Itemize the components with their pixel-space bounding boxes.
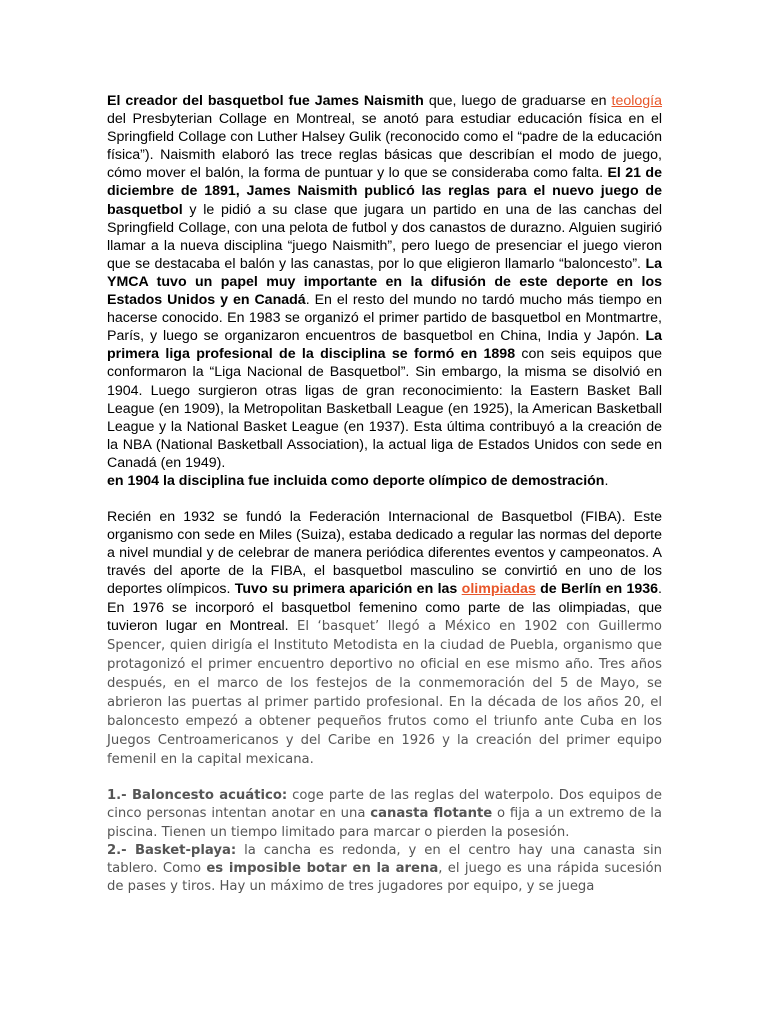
bold-text: La YMCA tuvo un papel muy importante en la difusión de este deporte en los Estados Unidos y en Canadá bbox=[107, 255, 662, 309]
list-item-title: 1.- Baloncesto acuático: bbox=[107, 788, 288, 804]
bold-text: de Berlín en 1936 bbox=[535, 581, 659, 598]
text: . En el resto del mundo no tardó mucho más tiempo en hacerse conocido. En 1983 se organizó el primer partido de basquetbol en Montmartre, París, y luego se organizaron encuentros de basquetbol en China, India y Japón. bbox=[107, 292, 663, 345]
text: . En 1976 se incorporó el basquetbol femenino como parte de las olimpiadas, que tuvieron lugar en Montreal. bbox=[107, 581, 662, 634]
bold-text: canasta flotante bbox=[370, 806, 493, 822]
text: , el juego es una rápida sucesión de pases y tiros. Hay un máximo de tres jugadores por equipo, y se juega bbox=[107, 860, 662, 894]
bold-text: es imposible botar en la arena bbox=[206, 860, 439, 876]
paragraph-history bbox=[107, 92, 662, 490]
text: que, luego de graduarse en bbox=[423, 93, 612, 109]
text: Recién en 1932 se fundó la Federación Internacional de Basquetbol (FIBA). Este organismo con sede en Miles (Suiza), estaba dedicado a regular las normas del deporte a nivel mundial y de celebrar de manera periódica diferentes eventos y campeonatos. A través del aporte de la FIBA, el basquetbol masculino se convirtió en uno de los deportes olímpicos. bbox=[107, 509, 662, 598]
list-item-2 bbox=[107, 842, 662, 896]
list-item-title: 2.- Basket-playa: bbox=[107, 842, 237, 858]
document-body bbox=[107, 92, 662, 896]
text: con seis equipos que conformaron la “Liga Nacional de Basquetbol”. Sin embargo, la misma se disolvió en 1904. Luego surgieron otras ligas de gran reconocimiento: la Eastern Basket Ball League (en 1909), la Metropolitan Basketball League (en 1925), la American Basketball League y la National Basket League (en 1937). Esta última contribuyó a la creación de la NBA (National Basketball Association), la actual liga de Estados Unidos con sede en Canadá (en 1949). bbox=[107, 346, 662, 471]
text: y le pidió a su clase que jugara un partido en una de las canchas del Springfield Collage, con una pelota de futbol y dos canastos de durazno. Alguien sugirió llamar a la nueva disciplina “juego Naismith”, pero luego de presenciar el juego vieron que se destacaba el balón y las canastas, por lo que eligieron llamarlo “baloncesto”. bbox=[107, 201, 662, 272]
paragraph-fiba bbox=[107, 508, 662, 769]
link-olimpiadas[interactable]: olimpiadas bbox=[461, 581, 536, 598]
bold-text: Tuvo su primera aparición en las bbox=[234, 581, 462, 598]
bold-text: en 1904 la disciplina fue incluida como deporte olímpico de demostración bbox=[107, 472, 605, 489]
text: coge parte de las reglas del waterpolo. Dos equipos de cinco personas intentan anotar en una bbox=[107, 788, 662, 822]
link-teologia[interactable]: teología bbox=[611, 93, 662, 109]
text: . bbox=[604, 472, 609, 489]
list-item-1 bbox=[107, 787, 662, 841]
text-grey: El ‘basquet’ llegó a México en 1902 con Guillermo Spencer, quien dirigía el Instituto Metodista en la ciudad de Puebla, organismo que protagonizó el primer encuentro deportivo no oficial en ese mismo año. Tres años después, en el marco de los festejos de la conmemoración del 5 de Mayo, se abrieron las puertas al primer partido profesional. En la década de los años 20, el baloncesto empezó a obtener pequeños frutos como el triunfo ante Cuba en los Juegos Centroamericanos y del Caribe en 1926 y la creación del primer equipo femenil en la capital mexicana. bbox=[107, 618, 662, 768]
bold-text: El creador del basquetbol fue James Naismith bbox=[107, 93, 424, 109]
bold-text: La primera liga profesional de la disciplina se formó en 1898 bbox=[107, 328, 662, 363]
text: la cancha es redonda, y en el centro hay una canasta sin tablero. Como bbox=[107, 842, 662, 876]
bold-text: El 21 de diciembre de 1891, James Naismith publicó las reglas para el nuevo juego de basquetbol bbox=[107, 165, 662, 218]
text: del Presbyterian Collage en Montreal, se anotó para estudiar educación física en el Springfield Collage con Luther Halsey Gulik (reconocido como el “padre de la educación física”). Naismith elaboró las trece reglas básicas que describían el modo de juego, cómo mover el balón, la forma de puntuar y lo que se consideraba como falta. bbox=[107, 111, 662, 182]
text: o fija a un extremo de la piscina. Tienen un tiempo limitado para marcar o pierden la posesión. bbox=[107, 806, 662, 840]
